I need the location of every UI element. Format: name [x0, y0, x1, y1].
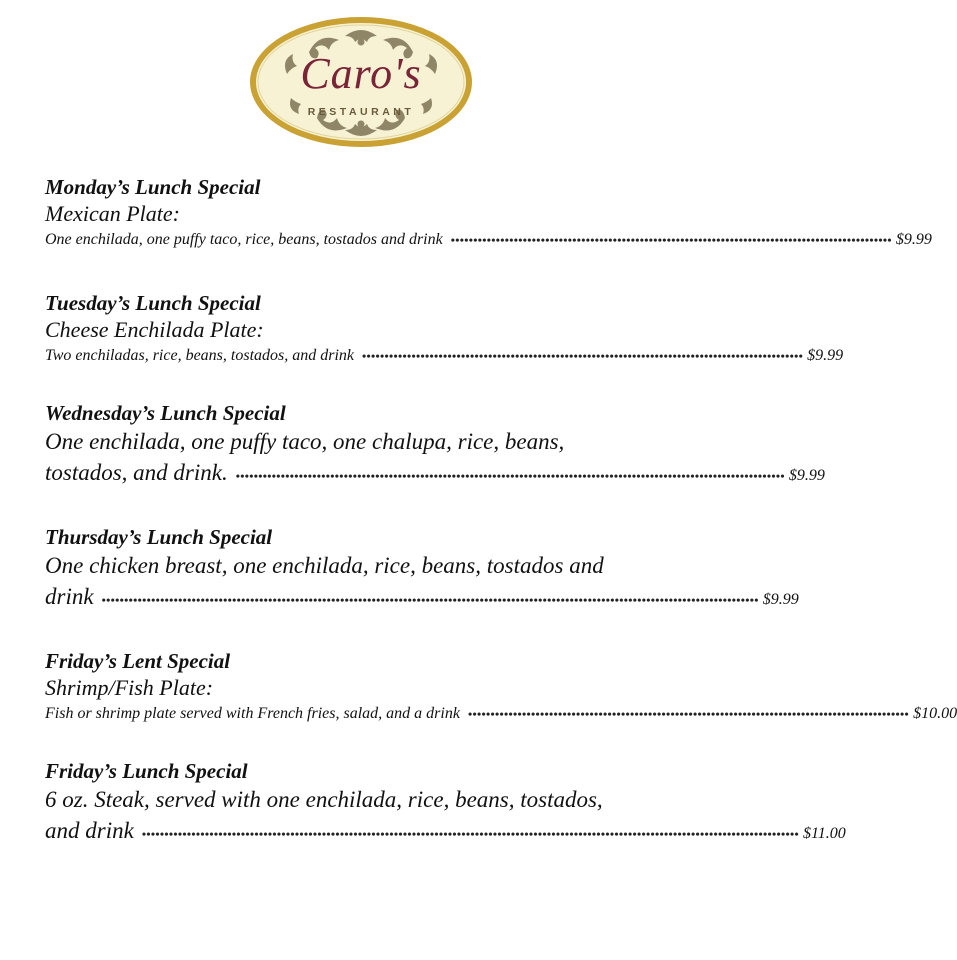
leader-dots: •••••••••••••••••••••••••••••••••••••••••••••••••••••••••••••••••••••••••••••••••••••••••••••••••••••••••••••••••••••••••••••••••••••••••••••••••• [141, 827, 799, 841]
special-title: Wednesday’s Lunch Special [45, 401, 286, 425]
leader-dots: •••••••••••••••••••••••••••••••••••••••••••••••••••••••••••••••••••••••••••••••••••••••••••••••••• [467, 707, 910, 721]
special-friday-lunch [45, 758, 846, 846]
special-price: $10.00 [913, 705, 957, 722]
special-title: Friday’s Lunch Special [45, 759, 248, 783]
special-tuesday [45, 290, 844, 400]
special-price: $9.99 [807, 347, 844, 364]
special-name: Mexican Plate: [45, 201, 180, 226]
special-thursday [45, 524, 799, 648]
special-name: Cheese Enchilada Plate: [45, 317, 264, 342]
special-wednesday [45, 400, 825, 524]
special-line [45, 815, 846, 846]
special-line [45, 228, 932, 252]
logo-subtitle: RESTAURANT [307, 106, 415, 118]
special-line [45, 581, 799, 612]
special-line [45, 344, 844, 368]
leader-dots: •••••••••••••••••••••••••••••••••••••••••••••••••••••••••••••••••••••••••••••••••••••••••••••••••• [450, 233, 892, 247]
special-price: $9.99 [895, 231, 932, 248]
special-title: Thursday’s Lunch Special [45, 525, 273, 549]
special-friday-lent [45, 648, 957, 758]
leader-dots: •••••••••••••••••••••••••••••••••••••••••••••••••••••••••••••••••••••••••••••••••••••••••••••••••••••••••••••••••••••••••• [235, 469, 785, 483]
special-price: $9.99 [788, 467, 825, 484]
special-description-line-1: One chicken breast, one enchilada, rice, beans, tostados and [45, 553, 604, 578]
special-description-line-2: and drink [45, 818, 134, 843]
special-description-line-1: One enchilada, one puffy taco, one chalupa, rice, beans, [45, 429, 565, 454]
special-description: One enchilada, one puffy taco, rice, beans, tostados and drink [45, 231, 443, 248]
special-price: $9.99 [762, 591, 799, 608]
special-description-line-2: tostados, and drink. [45, 460, 228, 485]
leader-dots: •••••••••••••••••••••••••••••••••••••••••••••••••••••••••••••••••••••••••••••••••••••••••••••••••••••••••••••••••••••••••••••••••••••••••••••••••• [101, 593, 759, 607]
special-description: Fish or shrimp plate served with French fries, salad, and a drink [45, 705, 460, 722]
special-title: Tuesday’s Lunch Special [45, 291, 261, 315]
special-description: Two enchiladas, rice, beans, tostados, and drink [45, 347, 355, 364]
logo-brand-name: Caro's [300, 49, 422, 98]
special-name: Shrimp/Fish Plate: [45, 675, 214, 700]
special-description-line-1: 6 oz. Steak, served with one enchilada, rice, beans, tostados, [45, 787, 603, 812]
special-line [45, 457, 825, 488]
special-price: $11.00 [802, 825, 846, 842]
special-description-line-2: drink [45, 584, 94, 609]
special-title: Monday’s Lunch Special [45, 175, 261, 199]
special-line [45, 702, 957, 726]
special-monday [45, 174, 932, 290]
leader-dots: •••••••••••••••••••••••••••••••••••••••••••••••••••••••••••••••••••••••••••••••••••••••••••••••••• [362, 349, 804, 363]
special-title: Friday’s Lent Special [45, 649, 231, 673]
lunch-specials-menu [45, 174, 957, 846]
restaurant-logo [247, 14, 475, 150]
